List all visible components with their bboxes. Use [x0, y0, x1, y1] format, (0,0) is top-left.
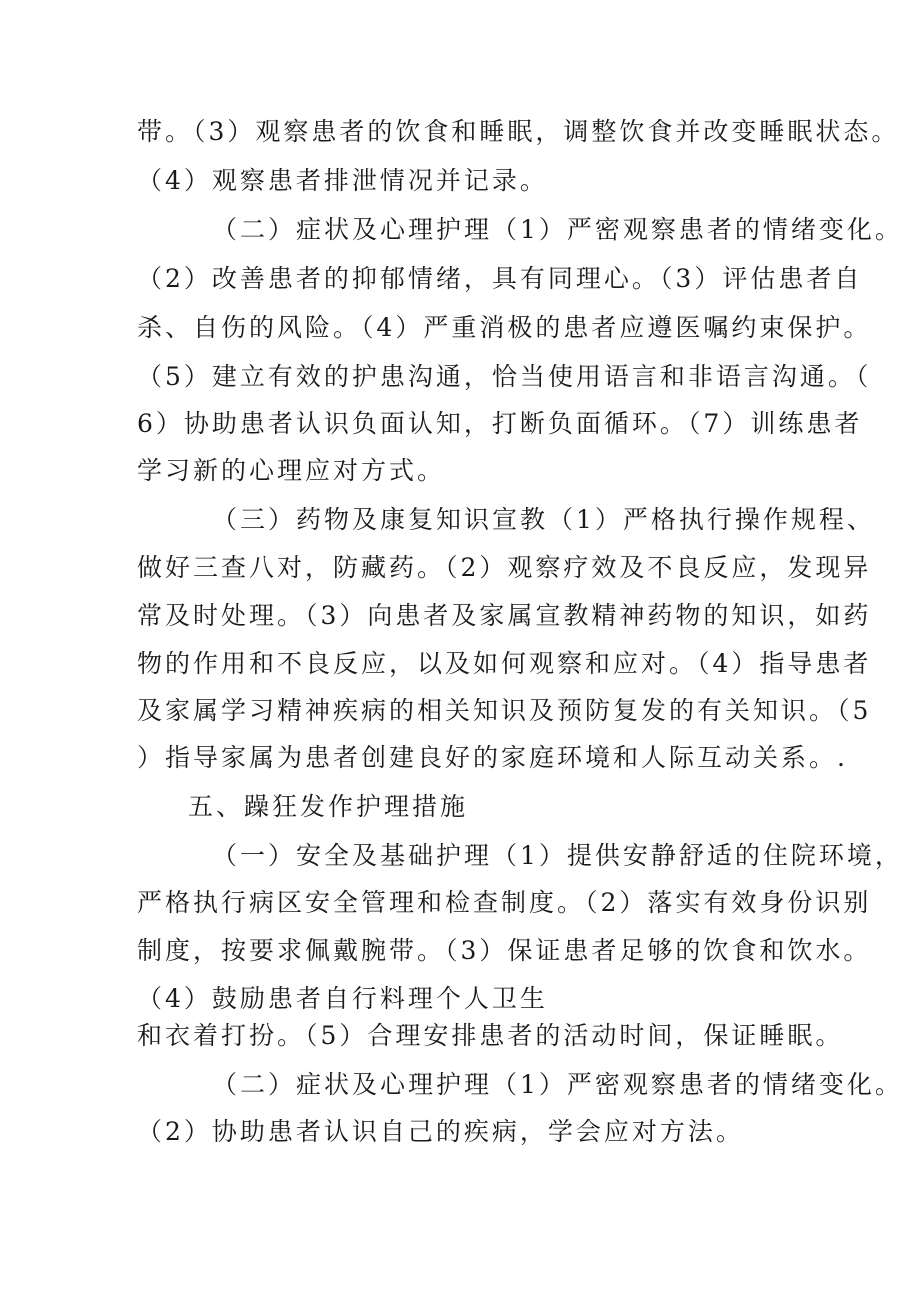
text-line: （2）改善患者的抑郁情绪，具有同理心。（3）评估患者自	[137, 264, 863, 293]
text-line: 严格执行病区安全管理和检查制度。（2）落实有效身份识别	[137, 888, 872, 917]
text-line: 及家属学习精神疾病的相关知识及预防复发的有关知识。（5	[137, 696, 872, 725]
text-line: （2）协助患者认识自己的疾病，学会应对方法。	[137, 1117, 744, 1146]
paragraph-heading-medication: （三）药物及康复知识宣教（1）严格执行操作规程、	[212, 505, 875, 534]
paragraph-heading-symptom-care-2: （二）症状及心理护理（1）严密观察患者的情绪变化。	[212, 1070, 903, 1099]
text-line: ）指导家属为患者创建良好的家庭环境和人际互动关系。.	[137, 743, 848, 772]
text-line: 制度，按要求佩戴腕带。（3）保证患者足够的饮食和饮水。	[137, 936, 872, 965]
paragraph-heading-symptom-care: （二）症状及心理护理（1）严密观察患者的情绪变化。	[212, 215, 903, 244]
text-line: 6）协助患者认识负面认知，打断负面循环。（7）训练患者	[137, 409, 863, 438]
paragraph-heading-safety: （一）安全及基础护理（1）提供安静舒适的住院环境，	[212, 841, 903, 870]
text-line: 物的作用和不良反应，以及如何观察和应对。（4）指导患者	[137, 649, 872, 678]
text-line: （4）鼓励患者自行料理个人卫生	[137, 984, 548, 1013]
text-line: 常及时处理。（3）向患者及家属宣教精神药物的知识，如药	[137, 601, 872, 630]
text-line: 和衣着打扮。（5）合理安排患者的活动时间，保证睡眠。	[137, 1021, 844, 1050]
text-line: （5）建立有效的护患沟通，恰当使用语言和非语言沟通。（	[137, 362, 872, 391]
text-line: 杀、自伤的风险。（4）严重消极的患者应遵医嘱约束保护。	[137, 313, 872, 342]
text-line: 做好三查八对，防藏药。（2）观察疗效及不良反应，发现异	[137, 553, 872, 582]
section-heading-mania: 五、躁狂发作护理措施	[188, 792, 469, 821]
text-line: 学习新的心理应对方式。	[137, 456, 446, 485]
text-line: （4）观察患者排泄情况并记录。	[137, 166, 548, 195]
text-line: 带。（3）观察患者的饮食和睡眠，调整饮食并改变睡眠状态。	[137, 117, 900, 146]
